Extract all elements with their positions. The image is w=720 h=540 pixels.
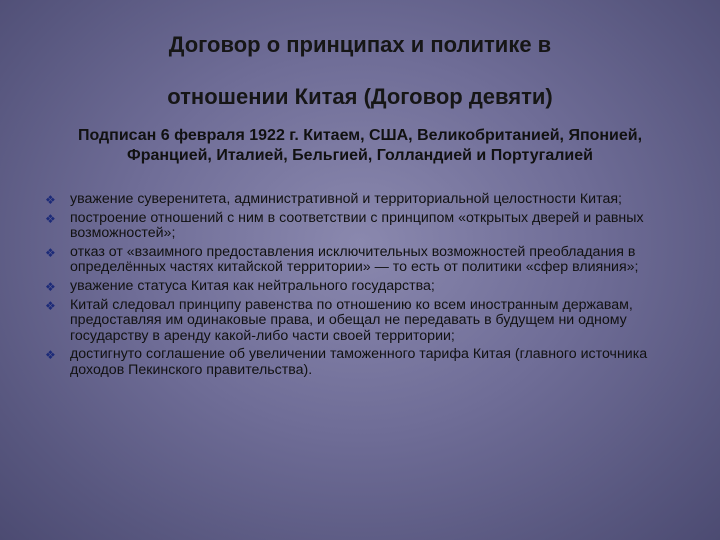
diamond-bullet-icon: ❖ bbox=[45, 193, 56, 207]
bullet-text: достигнуто соглашение об увеличении таможенного тарифа Китая (главного источника доходов Пекинского правительства). bbox=[70, 346, 648, 378]
diamond-bullet-icon: ❖ bbox=[45, 211, 56, 226]
list-item bbox=[44, 298, 694, 345]
list-item bbox=[44, 279, 694, 295]
title-line-2: отношении Китая (Договор девяти) bbox=[167, 84, 553, 109]
diamond-bullet-icon: ❖ bbox=[45, 298, 56, 313]
bullet-text: построение отношений с ним в соответствии с принципом «открытых дверей и равных возможностей»; bbox=[70, 209, 644, 242]
diamond-bullet-icon: ❖ bbox=[45, 279, 56, 294]
bullet-text: уважение статуса Китая как нейтрального государства; bbox=[70, 277, 435, 294]
title-line-1: Договор о принципах и политике в bbox=[168, 32, 552, 57]
slide-subtitle: Подписан 6 февраля 1922 г. Китаем, США, Великобританией, Японией, Францией, Италией, Бельгией, Голландией и Португалией bbox=[77, 127, 643, 164]
diamond-bullet-icon: ❖ bbox=[45, 348, 56, 363]
list-item bbox=[44, 192, 694, 208]
diamond-bullet-icon: ❖ bbox=[45, 245, 56, 260]
list-item bbox=[44, 211, 694, 242]
bullet-text: уважение суверенитета, административной и территориальной целостности Китая; bbox=[70, 191, 622, 207]
bullet-text: отказ от «взаимного предоставления исключительных возможностей преобладания в определённых частях китайской территории» — то есть от политики «сфер влияния»; bbox=[70, 243, 639, 276]
list-item bbox=[44, 245, 694, 276]
list-item bbox=[44, 347, 694, 378]
bullet-list bbox=[44, 192, 694, 382]
slide-title bbox=[60, 22, 660, 126]
bullet-text: Китай следовал принципу равенства по отношению ко всем иностранным державам, предоставляя им одинаковые права, и обещал не передавать в будущем ни одному государству в аренду какой-либо части своей территории; bbox=[70, 296, 633, 344]
